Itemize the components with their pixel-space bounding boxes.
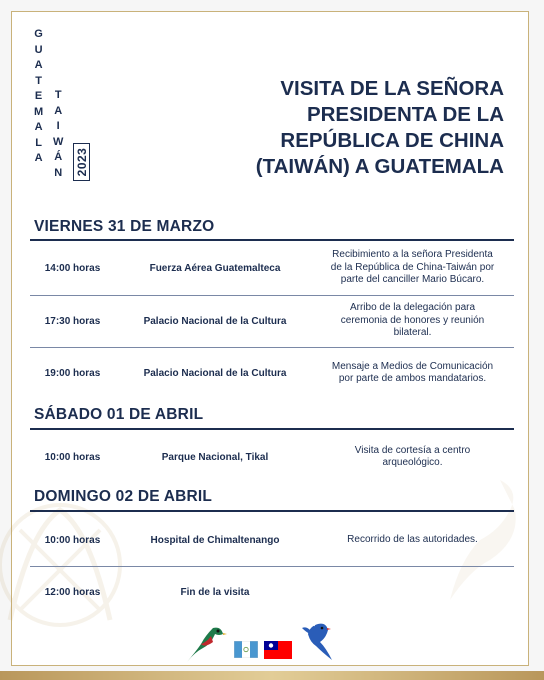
letter: M (34, 105, 44, 118)
letter: N (54, 166, 63, 179)
day-heading: SÁBADO 01 DE ABRIL (34, 406, 204, 423)
row-divider (30, 347, 514, 348)
desc-line: Recibimiento a la señora Presidenta (332, 249, 493, 261)
event-place: Hospital de Chimaltenango (150, 534, 280, 546)
desc-line: por parte de ambos mandatarios. (338, 373, 487, 384)
day-heading: VIERNES 31 DE MARZO (34, 218, 215, 235)
event-time: 19:00 horas (44, 367, 101, 379)
day-divider (30, 510, 514, 512)
row-divider (30, 566, 514, 567)
desc-line: bilateral. (393, 327, 432, 339)
desc-line: parte del canciller Mario Búcaro. (340, 274, 485, 286)
vertical-taiwan (53, 88, 63, 181)
letter: G (34, 28, 43, 40)
desc-line: Recorrido de las autoridades. (347, 533, 478, 545)
day-divider (30, 239, 514, 241)
schedule-row (30, 352, 514, 394)
letter: T (35, 74, 42, 87)
desc-line: ceremonia de honores y reunión (340, 314, 485, 326)
event-place: Fuerza Aérea Guatemalteca (149, 262, 281, 274)
event-place: Palacio Nacional de la Cultura (143, 367, 287, 379)
event-description (315, 534, 510, 547)
event-description (315, 249, 510, 287)
event-time: 12:00 horas (44, 586, 101, 598)
desc-line: Visita de cortesía a centro (354, 444, 471, 456)
desc-line: de la República de China-Taiwán por (330, 261, 495, 273)
event-description (315, 445, 510, 470)
title-line: VISITA DE LA SEÑORA (280, 77, 504, 100)
event-time: 17:30 horas (44, 315, 101, 327)
desc-line: Mensaje a Medios de Comunicación (331, 360, 494, 372)
taiwan-flag-icon (264, 641, 292, 659)
letter: L (35, 136, 42, 149)
letter: T (54, 89, 62, 101)
title-line: (TAIWÁN) A GUATEMALA (255, 155, 504, 178)
schedule-row (30, 436, 514, 478)
year-label: 2023 (74, 147, 89, 177)
blue-magpie-bird-icon (296, 620, 340, 664)
letter: W (53, 135, 64, 148)
letter: U (34, 43, 43, 56)
event-place: Fin de la visita (180, 586, 250, 598)
letter: A (34, 121, 43, 133)
desc-line: Arribo de la delegación para (349, 302, 476, 314)
day-divider (30, 428, 514, 430)
schedule-row (30, 298, 514, 344)
event-place: Parque Nacional, Tikal (161, 451, 269, 463)
schedule-row (30, 244, 514, 292)
row-divider (30, 295, 514, 296)
letter: A (54, 104, 63, 117)
guatemala-flag-icon (234, 641, 258, 658)
letter: I (56, 120, 60, 132)
desc-line: arqueológico. (382, 457, 443, 468)
event-place: Palacio Nacional de la Cultura (143, 315, 287, 327)
letter: A (34, 59, 43, 71)
title-line: PRESIDENTA DE LA (306, 103, 504, 126)
vertical-guatemala (34, 27, 43, 167)
schedule-row (30, 522, 514, 558)
year-box (73, 143, 90, 181)
letter: A (34, 152, 43, 164)
event-description (315, 361, 510, 386)
schedule-row (30, 576, 514, 608)
title-line: REPÚBLICA DE CHINA (280, 129, 504, 152)
event-time: 10:00 horas (44, 534, 101, 546)
day-heading: DOMINGO 02 DE ABRIL (34, 488, 213, 505)
page-title (204, 76, 504, 180)
gold-bottom-band (0, 671, 544, 680)
letter: Á (54, 151, 63, 163)
quetzal-bird-icon (183, 622, 231, 664)
event-time: 14:00 horas (44, 262, 101, 274)
event-description (315, 302, 510, 340)
event-time: 10:00 horas (44, 451, 101, 463)
letter: E (34, 90, 43, 102)
